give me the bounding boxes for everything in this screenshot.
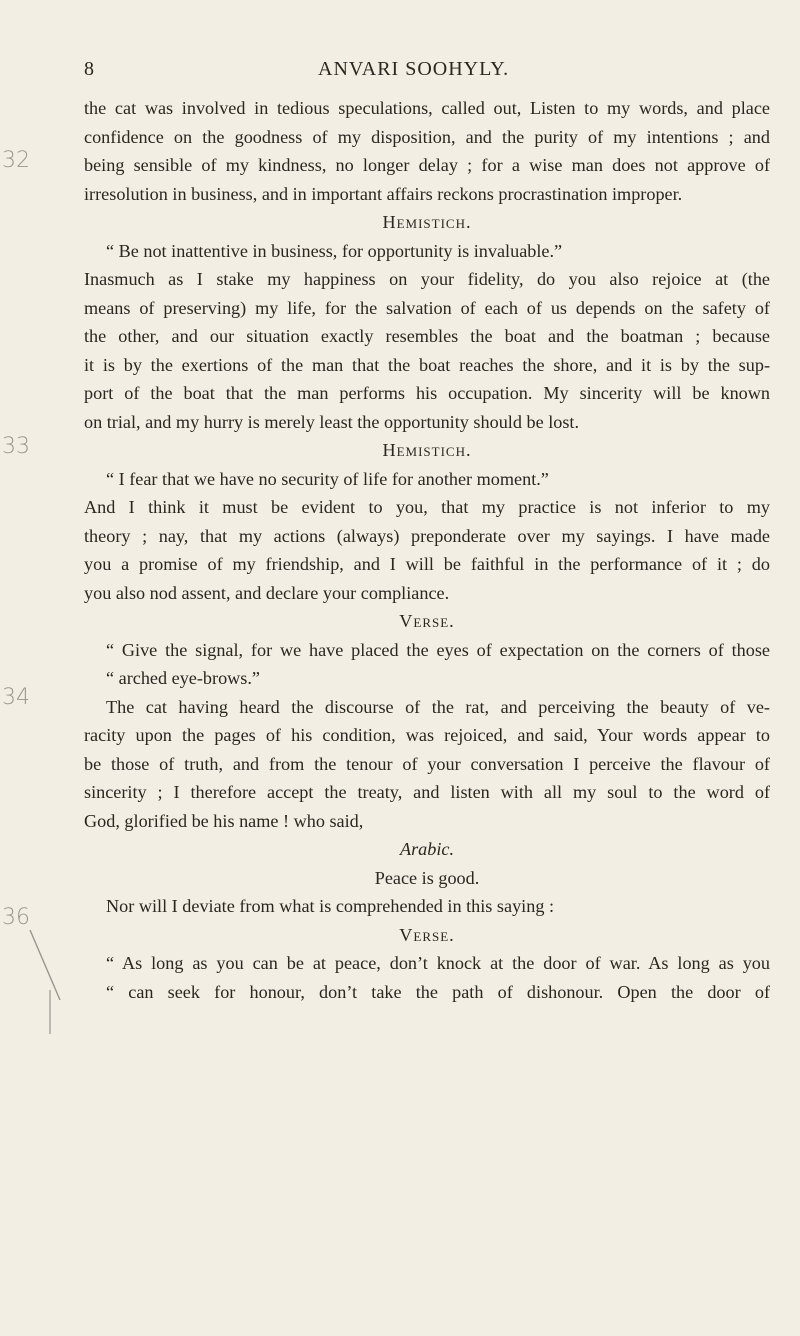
text-line: means of preserving) my life, for the salvation of each of us depends on the safety of bbox=[84, 297, 770, 318]
section-heading: Verse. bbox=[399, 611, 455, 631]
text-line: And I think it must be evident to you, that my practice is not inferior to my bbox=[84, 497, 770, 517]
running-title: ANVARI SOOHYLY. bbox=[318, 58, 510, 80]
text-line: confidence on the goodness of my disposition, and the purity of my intentions ; and bbox=[84, 126, 770, 147]
text-line: irresolution in business, and in important affairs reckons procrastination improper. bbox=[84, 183, 683, 204]
text-line: Inasmuch as I stake my happiness on your fidelity, do you also rejoice at (the bbox=[84, 269, 770, 289]
margin-note: 34 bbox=[2, 685, 30, 710]
text-line: the other, and our situation exactly resembles the boat and the boatman ; because bbox=[84, 326, 770, 346]
quote-line: Peace is good. bbox=[374, 867, 480, 888]
text-line: The cat having heard the discourse of the rat, and perceiving the beauty of ve- bbox=[106, 696, 770, 717]
text-line: being sensible of my kindness, no longer delay ; for a wise man does not approve of bbox=[84, 155, 770, 175]
quote-line: “ I fear that we have no security of life for another moment.” bbox=[106, 468, 549, 489]
margin-note: 33 bbox=[2, 434, 30, 459]
text-line: you also nod assent, and declare your compliance. bbox=[84, 582, 450, 603]
section-heading: Arabic. bbox=[399, 839, 455, 859]
section-heading: Hemistich. bbox=[382, 440, 472, 460]
page-number: 8 bbox=[84, 58, 94, 80]
text-line: sincerity ; I therefore accept the treaty, and listen with all my soul to the word of bbox=[84, 782, 770, 802]
section-heading: Hemistich. bbox=[382, 212, 472, 232]
text-line: racity upon the pages of his condition, was rejoiced, and said, Your words appear to bbox=[84, 725, 770, 745]
section-heading: Verse. bbox=[399, 924, 455, 945]
quote-line: “ can seek for honour, don’t take the path of dishonour. Open the door of bbox=[106, 981, 770, 1002]
text-line: it is by the exertions of the man that the boat reaches the shore, and it is by the sup- bbox=[84, 354, 770, 375]
text-line: the cat was involved in tedious speculations, called out, Listen to my words, and place bbox=[84, 98, 770, 118]
text-line: be those of truth, and from the tenour of your conversation I perceive the flavour of bbox=[84, 753, 770, 774]
page-header bbox=[0, 58, 800, 88]
quote-line: “ As long as you can be at peace, don’t knock at the door of war. As long as you bbox=[106, 953, 770, 973]
text-line: you a promise of my friendship, and I will be faithful in the performance of it ; do bbox=[84, 554, 770, 574]
quote-line: “ arched eye-brows.” bbox=[106, 668, 260, 688]
margin-note: 36 bbox=[2, 905, 30, 930]
text-line: port of the boat that the man performs his occupation. My sincerity will be known bbox=[84, 383, 770, 403]
text-line: God, glorified be his name ! who said, bbox=[84, 810, 364, 831]
text-line: Nor will I deviate from what is comprehended in this saying : bbox=[106, 896, 555, 916]
body-text bbox=[84, 94, 770, 1006]
quote-line: “ Be not inattentive in business, for opportunity is invaluable.” bbox=[106, 240, 563, 261]
text-line: theory ; nay, that my actions (always) preponderate over my sayings. I have made bbox=[84, 525, 770, 546]
text-line: on trial, and my hurry is merely least the opportunity should be lost. bbox=[84, 411, 580, 432]
quote-line: “ Give the signal, for we have placed the eyes of expectation on the corners of those bbox=[106, 639, 770, 660]
margin-pencil-mark bbox=[26, 930, 66, 1042]
margin-note: 32 bbox=[2, 148, 30, 173]
